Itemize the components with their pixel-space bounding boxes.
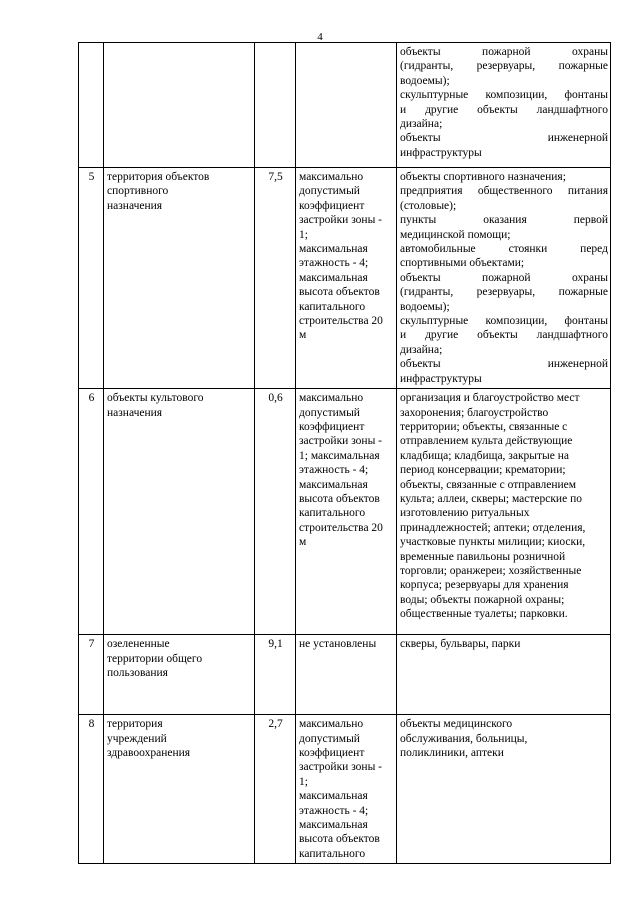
permitted-use-line: поликлиники, аптеки — [400, 746, 504, 759]
zone-area: 7,5 — [255, 168, 296, 389]
permitted-use-line: инфраструктуры — [400, 372, 482, 385]
parameter-line: максимально — [299, 171, 364, 183]
zone-name-line: пользования — [107, 666, 168, 679]
permitted-use-line: корпуса; резервуары для хранения — [400, 579, 569, 592]
permitted-use-line: дизайна; — [400, 118, 443, 131]
parameter-line: застройки зоны - — [299, 761, 382, 774]
zoning-table — [78, 42, 611, 864]
permitted-use-line: временные павильоны розничной — [400, 550, 566, 563]
parameter-line: м — [299, 536, 307, 549]
zone-name-line: учреждений — [107, 732, 167, 745]
parameter-line: этажность - 4; — [299, 257, 369, 270]
permitted-use-line: и другие объекты ландшафтного — [400, 103, 608, 116]
parameter-line: строительства 20 — [299, 315, 383, 328]
permitted-use-line: принадлежностей; аптеки; отделения, — [400, 521, 586, 534]
permitted-use-line: (столовые); — [400, 199, 457, 212]
parameter-line: 1; — [299, 775, 308, 788]
permitted-use-line: скверы, бульвары, парки — [400, 638, 521, 651]
zone-name — [104, 635, 255, 715]
permitted-use-line: скульптурные композиции, фонтаны — [400, 89, 608, 102]
zone-name-line: назначения — [107, 199, 163, 212]
permitted-use-line: захоронения; благоустройство — [400, 406, 549, 419]
parameter-line: максимальная — [299, 478, 368, 491]
parameter-line: максимальная — [299, 790, 368, 803]
parameter-line: коэффициент — [299, 199, 365, 212]
permitted-use-line: инфраструктуры — [400, 146, 482, 159]
permitted-use-line: объекты инженерной — [400, 358, 608, 371]
permitted-uses — [397, 43, 611, 168]
row-number: 6 — [79, 389, 104, 635]
permitted-use-line: организация и благоустройство мест — [400, 392, 580, 405]
parameter-line: застройки зоны - — [299, 435, 382, 448]
permitted-use-line: участковые пункты милиции; киоски, — [400, 536, 586, 549]
permitted-use-line: объекты инженерной — [400, 132, 608, 145]
zone-name-line: территории общего — [107, 652, 203, 665]
permitted-use-line: изготовлению ритуальных — [400, 507, 530, 520]
zone-name-line: спортивного — [107, 185, 169, 198]
permitted-use-line: обслуживания, больницы, — [400, 732, 528, 745]
permitted-uses — [397, 635, 611, 715]
parameter-line: допустимый — [299, 406, 360, 419]
parameter-line: максимальная — [299, 271, 368, 284]
page-number: 4 — [317, 31, 323, 43]
parameter-line: высота объектов — [299, 492, 380, 505]
row-number: 5 — [79, 168, 104, 389]
parameter-line: 1; максимальная — [299, 449, 380, 462]
zone-name-line: территория — [107, 718, 163, 731]
permitted-use-line: торговли; оранжереи; хозяйственные — [400, 564, 582, 577]
permitted-use-line: и другие объекты ландшафтного — [400, 329, 608, 342]
parameter-line: максимальная — [299, 818, 368, 831]
zone-name — [104, 389, 255, 635]
permitted-use-line: предприятия общественного питания — [400, 185, 608, 198]
permitted-uses — [397, 389, 611, 635]
parameter-line: капитального — [299, 300, 366, 313]
permitted-use-line: медицинской помощи; — [400, 228, 511, 241]
zone-area — [255, 43, 296, 168]
permitted-use-line: (гидранты, резервуары, пожарные — [400, 60, 608, 73]
permitted-use-line: (гидранты, резервуары, пожарные — [400, 286, 608, 299]
zone-area: 2,7 — [255, 715, 296, 864]
parameter-line: не установлены — [299, 638, 377, 651]
parameter-line: этажность - 4; — [299, 464, 369, 477]
zone-area: 9,1 — [255, 635, 296, 715]
parameter-line: этажность - 4; — [299, 804, 369, 817]
permitted-use-line: территории; объекты, связанные с — [400, 420, 568, 433]
table-row — [79, 389, 611, 635]
permitted-use-line: кладбища; кладбища, закрытые на — [400, 449, 570, 462]
parameter-line: строительства 20 — [299, 521, 383, 534]
zone-name-line: объекты культового — [107, 392, 204, 405]
permitted-use-line: объекты пожарной охраны — [400, 271, 608, 284]
permitted-use-line: культа; аллеи, скверы; мастерские по — [400, 492, 582, 505]
permitted-use-line: объекты спортивного назначения; — [400, 171, 566, 183]
permitted-uses — [397, 168, 611, 389]
zone-parameters — [296, 715, 397, 864]
zone-name — [104, 43, 255, 168]
permitted-use-line: водоемы); — [400, 74, 450, 87]
permitted-use-line: объекты медицинского — [400, 718, 513, 731]
table-row — [79, 715, 611, 864]
zone-parameters — [296, 635, 397, 715]
permitted-use-line: объекты, связанные с отправлением — [400, 478, 577, 491]
zone-parameters — [296, 168, 397, 389]
zone-parameters — [296, 389, 397, 635]
permitted-use-line: отправлением культа действующие — [400, 435, 573, 448]
parameter-line: застройки зоны - — [299, 214, 382, 227]
permitted-use-line: объекты пожарной охраны — [400, 46, 608, 58]
row-number: 7 — [79, 635, 104, 715]
permitted-use-line: период консервации; крематории; — [400, 464, 566, 477]
permitted-use-line: пункты оказания первой — [400, 214, 608, 227]
zone-parameters — [296, 43, 397, 168]
row-number: 8 — [79, 715, 104, 864]
permitted-use-line: воды; объекты пожарной охраны; — [400, 593, 565, 606]
zone-area: 0,6 — [255, 389, 296, 635]
parameter-line: допустимый — [299, 185, 360, 198]
permitted-use-line: спортивными объектами; — [400, 257, 525, 270]
parameter-line: допустимый — [299, 732, 360, 745]
zone-name — [104, 715, 255, 864]
parameter-line: 1; — [299, 228, 308, 241]
permitted-use-line: автомобильные стоянки перед — [400, 243, 608, 256]
parameter-line: м — [299, 329, 307, 342]
zone-name-line: назначения — [107, 406, 163, 419]
parameter-line: капитального — [299, 507, 366, 520]
table-row — [79, 43, 611, 168]
permitted-use-line: общественные туалеты; парковки. — [400, 608, 568, 621]
parameter-line: высота объектов — [299, 286, 380, 299]
table-row — [79, 168, 611, 389]
zone-name — [104, 168, 255, 389]
parameter-line: высота объектов — [299, 833, 380, 846]
permitted-use-line: скульптурные композиции, фонтаны — [400, 315, 608, 328]
parameter-line: коэффициент — [299, 746, 365, 759]
row-number — [79, 43, 104, 168]
parameter-line: максимально — [299, 718, 364, 731]
parameter-line: максимальная — [299, 243, 368, 256]
parameter-line: коэффициент — [299, 420, 365, 433]
zone-name-line: озелененные — [107, 638, 170, 651]
zone-name-line: здравоохранения — [107, 746, 191, 759]
permitted-uses — [397, 715, 611, 864]
zoning-table-body — [79, 43, 611, 864]
permitted-use-line: водоемы); — [400, 300, 450, 313]
table-row — [79, 635, 611, 715]
permitted-use-line: дизайна; — [400, 343, 443, 356]
zone-name-line: территория объектов — [107, 171, 210, 183]
parameter-line: капитального — [299, 847, 366, 860]
parameter-line: максимально — [299, 392, 364, 405]
